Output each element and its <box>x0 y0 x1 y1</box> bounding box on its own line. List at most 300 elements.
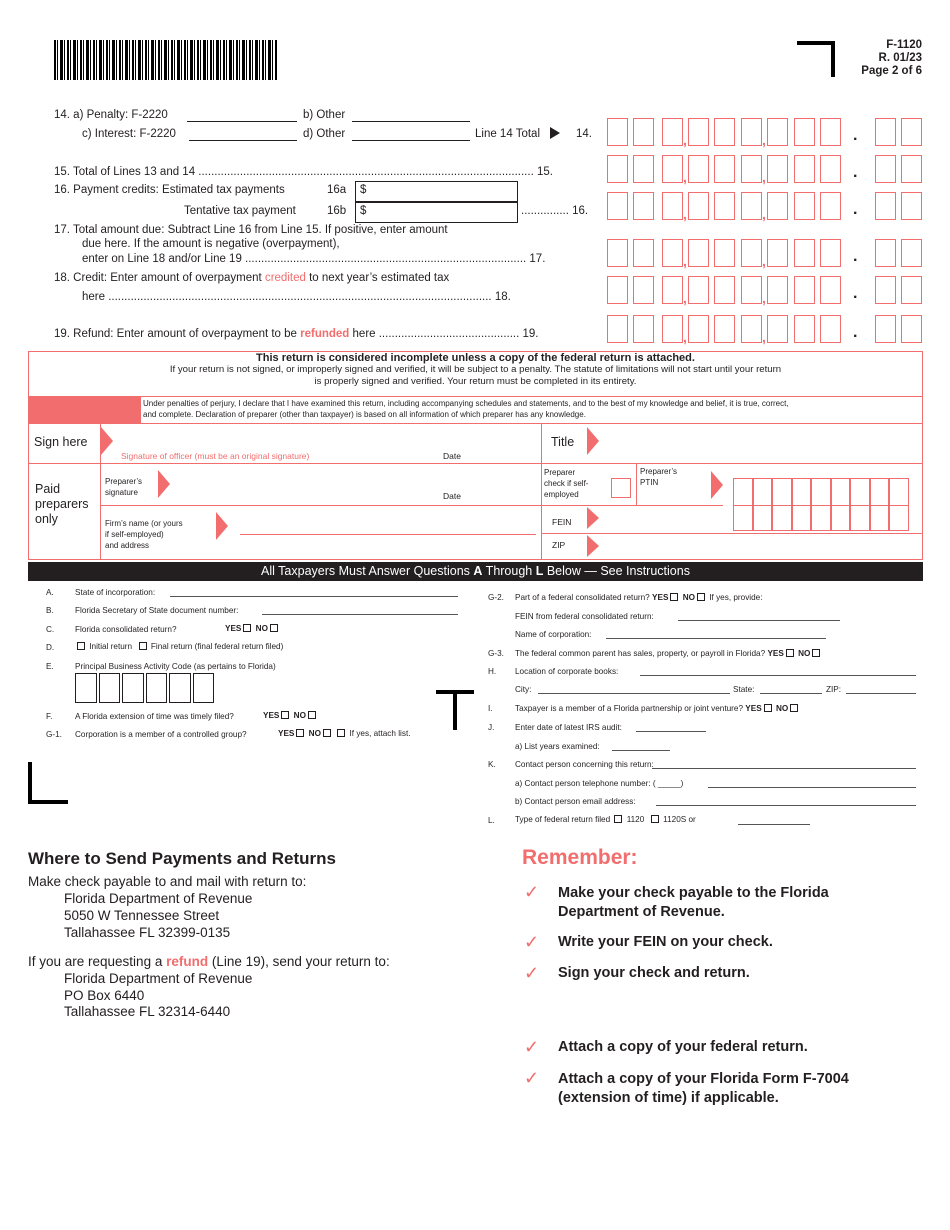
line-19-text-c: here ............................................ 19. <box>349 328 539 340</box>
prep-check-label-3: employed <box>544 490 579 499</box>
q-g2-question: Part of a federal consolidated return? <box>515 593 650 602</box>
page-number: Page 2 of 6 <box>861 65 922 77</box>
preparer-check-divider <box>541 463 542 560</box>
q-g3-letter: G-3. <box>488 649 504 658</box>
q-j-list-input[interactable] <box>612 750 670 751</box>
remember-heading: Remember: <box>522 846 638 869</box>
line-19-amount-digit[interactable] <box>767 315 788 343</box>
line-17-amount-digit[interactable] <box>820 239 841 267</box>
remember-item-5a: Attach a copy of your Florida Form F-7004 <box>558 1071 849 1087</box>
refund-address-line-3: Tallahassee FL 32314-6440 <box>64 1004 231 1019</box>
preparer-sig-arrow-icon <box>158 470 170 498</box>
line-14a-label: 14. a) Penalty: F-2220 <box>54 109 168 121</box>
decimal-point: . <box>853 285 858 302</box>
ptin-arrow-icon <box>711 471 723 499</box>
zip-divider <box>541 533 923 534</box>
line-18-amount-digit[interactable] <box>607 276 628 304</box>
q-i-letter: I. <box>488 704 493 713</box>
firm-address-input[interactable] <box>240 536 536 558</box>
q-f-options <box>263 711 318 720</box>
checkmark-icon: ✓ <box>524 932 540 952</box>
q-c-yes-checkbox[interactable] <box>243 624 251 632</box>
line-18-text-c: to next year’s estimated tax <box>305 272 450 284</box>
line-16-amount-digit[interactable] <box>901 192 922 220</box>
remember-item-1a: Make your check payable to the Florida <box>558 885 829 901</box>
dollar-sign: $ <box>360 205 367 217</box>
line-17-amount-digit[interactable] <box>688 239 709 267</box>
line-18-amount-digit[interactable] <box>875 276 896 304</box>
thousands-separator: , <box>683 206 687 222</box>
questions-banner <box>28 562 923 581</box>
line-14-amount-digit[interactable] <box>633 118 654 146</box>
self-employed-checkbox[interactable] <box>611 478 631 498</box>
thousands-separator: , <box>683 253 687 269</box>
q-b-input[interactable] <box>262 614 458 615</box>
q-g2-name-input[interactable] <box>606 638 826 639</box>
firm-label-3: and address <box>105 541 150 550</box>
sign-arrow-icon <box>101 427 113 455</box>
title-vertical-divider <box>541 423 542 463</box>
preparer-signature-input[interactable] <box>174 466 538 504</box>
q-c-no-checkbox[interactable] <box>270 624 278 632</box>
line-19-amount-digit[interactable] <box>820 315 841 343</box>
line-19-amount-digit[interactable] <box>607 315 628 343</box>
remember-item-3: Sign your check and return. <box>558 965 750 981</box>
thousands-separator: , <box>762 206 766 222</box>
yes-label: YES <box>652 593 669 602</box>
q-a-input[interactable] <box>170 596 458 597</box>
line-15-label: 15. Total of Lines 13 and 14 ......................................................................................................... 15. <box>54 166 553 178</box>
q-k-phone-label: a) Contact person telephone number: ( _____) <box>515 779 684 788</box>
line-18-amount-digit[interactable] <box>820 276 841 304</box>
yes-label: YES <box>767 649 784 658</box>
prep-check-label-2: check if self- <box>544 479 589 488</box>
title-input[interactable] <box>602 426 920 460</box>
q-g3-text <box>515 649 822 658</box>
activity-code-digit[interactable] <box>99 673 121 703</box>
q-c-text: Florida consolidated return? <box>75 625 177 634</box>
banner-letter-l: L <box>535 564 544 578</box>
q-f-no-checkbox[interactable] <box>308 711 316 719</box>
initial-return-checkbox[interactable] <box>77 642 85 650</box>
q-j-list-label: a) List years examined: <box>515 742 600 751</box>
decimal-point: . <box>853 324 858 341</box>
refund-text-c: (Line 19), send your return to: <box>208 954 390 969</box>
line-16-amount-digit[interactable] <box>633 192 654 220</box>
title-arrow-icon <box>587 427 599 455</box>
line-17-amount-digit[interactable] <box>662 239 683 267</box>
dollar-sign: $ <box>360 184 367 196</box>
line-15-amount-digit[interactable] <box>633 155 654 183</box>
line-14-amount-digit[interactable] <box>714 118 735 146</box>
line-18-amount-digit[interactable] <box>901 276 922 304</box>
firm-name-label <box>105 518 183 551</box>
checkmark-icon: ✓ <box>524 1068 540 1088</box>
form-id-block <box>861 39 922 78</box>
line-19-amount-digit[interactable] <box>688 315 709 343</box>
q-h-city-input[interactable] <box>538 693 730 694</box>
firm-name-input[interactable] <box>240 514 536 535</box>
corner-mark-bottom-left <box>28 762 68 804</box>
line-14-amount-digit[interactable] <box>820 118 841 146</box>
line-14-number: 14. <box>576 128 592 140</box>
line-15-amount-digit[interactable] <box>820 155 841 183</box>
fein-label: FEIN <box>552 517 572 527</box>
line-14-amount-digit[interactable] <box>662 118 683 146</box>
final-return-label: Final return (final federal return filed) <box>150 642 284 651</box>
activity-code-digit[interactable] <box>193 673 215 703</box>
line-19-amount-digit[interactable] <box>714 315 735 343</box>
line-18-label-1 <box>54 272 449 284</box>
q-k-email-input[interactable] <box>656 805 916 806</box>
q-e-letter: E. <box>46 662 54 671</box>
zip-label: ZIP <box>552 540 566 550</box>
q-l-letter: L. <box>488 816 495 825</box>
line-16-tentative-label: Tentative tax payment <box>184 205 296 217</box>
perjury-text <box>143 398 789 420</box>
payment-address-line-3: Tallahassee FL 32399-0135 <box>64 925 231 940</box>
line-14b-label: b) Other <box>303 109 346 121</box>
q-h-location-input[interactable] <box>640 675 916 676</box>
q-g3-yes-checkbox[interactable] <box>786 649 794 657</box>
q-i-yes-checkbox[interactable] <box>764 704 772 712</box>
no-label: NO <box>682 593 695 602</box>
line-16-amount-digit[interactable] <box>741 192 762 220</box>
q-b-text: Florida Secretary of State document number: <box>75 606 239 615</box>
final-return-checkbox[interactable] <box>139 642 147 650</box>
line-19-amount-digit[interactable] <box>662 315 683 343</box>
sign-here-label: Sign here <box>34 435 88 449</box>
line-17-amount-digit[interactable] <box>607 239 628 267</box>
decimal-point: . <box>853 164 858 181</box>
line-17-amount-digit[interactable] <box>633 239 654 267</box>
perjury-red-band <box>29 397 141 423</box>
banner-text-c: Below — See Instructions <box>543 564 690 578</box>
form-revision: R. 01/23 <box>878 52 922 64</box>
line-14-amount-digit[interactable] <box>741 118 762 146</box>
remember-item-4: Attach a copy of your federal return. <box>558 1039 808 1055</box>
barcode <box>54 40 278 80</box>
q-g2-fein-input[interactable] <box>678 620 840 621</box>
line-19-amount-digit[interactable] <box>741 315 762 343</box>
thousands-separator: , <box>762 169 766 185</box>
preparer-self-employed-label <box>544 467 588 500</box>
thousands-separator: , <box>683 290 687 306</box>
line-14-amount-digit[interactable] <box>875 118 896 146</box>
yes-label: YES <box>278 729 295 738</box>
q-h-city-label: City: <box>515 685 532 694</box>
q-i-question: Taxpayer is a member of a Florida partnership or joint venture? <box>515 704 743 713</box>
line-18-label-2: here ........................................................................................................................ 18. <box>82 291 511 303</box>
line-16-amount-digit[interactable] <box>875 192 896 220</box>
title-label: Title <box>551 435 575 449</box>
q-g2-yes-checkbox[interactable] <box>670 593 678 601</box>
no-label: NO <box>798 649 811 658</box>
line-16-amount-digit[interactable] <box>714 192 735 220</box>
ptin-divider <box>636 463 637 505</box>
paid-label-3: only <box>35 512 58 526</box>
checkmark-icon: ✓ <box>524 882 540 902</box>
line-19-amount-digit[interactable] <box>794 315 815 343</box>
refund-intro-text <box>28 954 390 969</box>
line-19-amount-digit[interactable] <box>901 315 922 343</box>
line-18-amount-digit[interactable] <box>794 276 815 304</box>
refund-address-line-2: PO Box 6440 <box>64 988 145 1003</box>
paid-label-2: preparers <box>35 497 89 511</box>
thousands-separator: , <box>762 290 766 306</box>
q-g2-fein-label: FEIN from federal consolidated return: <box>515 612 654 621</box>
q-g1-attach-text: If yes, attach list. <box>349 729 411 738</box>
no-label: NO <box>293 711 306 720</box>
payment-address-line-1: Florida Department of Revenue <box>64 891 253 906</box>
line-17-label-3: enter on Line 18 and/or Line 19 ........................................................................................ 17. <box>82 253 546 265</box>
paid-label-1: Paid <box>35 482 61 496</box>
preparer-date-caption: Date <box>443 491 461 501</box>
q-j-letter: J. <box>488 723 495 732</box>
payment-address-line-2: 5050 W Tennessee Street <box>64 908 220 923</box>
q-l-1120-label: 1120 <box>626 815 645 824</box>
q-h-text: Location of corporate books: <box>515 667 619 676</box>
line-18-amount-digit[interactable] <box>767 276 788 304</box>
line-14a-input[interactable] <box>187 121 297 122</box>
q-g3-no-checkbox[interactable] <box>812 649 820 657</box>
form-number: F-1120 <box>886 39 922 51</box>
refund-text-a: If you are requesting a <box>28 954 167 969</box>
line-19-text-a: 19. Refund: Enter amount of overpayment to be <box>54 328 301 340</box>
banner-text-b: Through <box>482 564 536 578</box>
q-j-text: Enter date of latest IRS audit: <box>515 723 622 732</box>
q-h-letter: H. <box>488 667 497 676</box>
line-16b-input[interactable] <box>355 202 518 223</box>
q-f-yes-checkbox[interactable] <box>281 711 289 719</box>
line-19-text-refunded: refunded <box>300 328 350 340</box>
corner-mark-top-right <box>797 41 835 77</box>
line-18-amount-digit[interactable] <box>741 276 762 304</box>
q-k-text: Contact person concerning this return: <box>515 760 654 769</box>
q-i-text <box>515 704 800 713</box>
q-a-letter: A. <box>46 588 54 597</box>
line-17-amount-digit[interactable] <box>714 239 735 267</box>
line-16-amount-digit[interactable] <box>607 192 628 220</box>
line-14b-input[interactable] <box>352 121 470 122</box>
firm-divider <box>100 505 541 506</box>
line-18-amount-digit[interactable] <box>633 276 654 304</box>
zip-arrow-icon <box>587 535 599 557</box>
fein-input[interactable] <box>602 508 920 530</box>
q-h-zip-input[interactable] <box>846 693 916 694</box>
line-17-amount-digit[interactable] <box>741 239 762 267</box>
q-g1-yes-checkbox[interactable] <box>296 729 304 737</box>
thousands-separator: , <box>762 329 766 345</box>
line-16-amount-digit[interactable] <box>767 192 788 220</box>
where-to-send-heading: Where to Send Payments and Returns <box>28 849 336 868</box>
line-14d-label: d) Other <box>303 128 346 140</box>
q-k-phone-input[interactable] <box>708 787 916 788</box>
line-17-amount-digit[interactable] <box>875 239 896 267</box>
decimal-point: . <box>853 248 858 265</box>
line-15-amount-digit[interactable] <box>688 155 709 183</box>
activity-code-digit[interactable] <box>75 673 97 703</box>
q-l-1120-checkbox[interactable] <box>614 815 622 823</box>
line-14-amount-digit[interactable] <box>901 118 922 146</box>
q-l-1120s-checkbox[interactable] <box>651 815 659 823</box>
prep-check-label-1: Preparer <box>544 468 576 477</box>
no-label: NO <box>255 624 268 633</box>
ptin-label-1: Preparer’s <box>640 467 678 476</box>
line-15-amount-digit[interactable] <box>714 155 735 183</box>
remember-item-1 <box>558 884 829 922</box>
line-18-text-credited: credited <box>264 272 306 284</box>
line-14-amount-digit[interactable] <box>607 118 628 146</box>
notice-line-2: is properly signed and verified. Your return must be completed in its entirety. <box>314 376 637 387</box>
center-t-mark-stem <box>453 690 457 730</box>
thousands-separator: , <box>683 132 687 148</box>
line-19-amount-digit[interactable] <box>875 315 896 343</box>
q-g2-text <box>515 593 763 602</box>
perjury-line-2: and complete. Declaration of preparer (other than taxpayer) is based on all information of which preparer has any knowledge. <box>143 410 586 419</box>
banner-text-a: All Taxpayers Must Answer Questions <box>261 564 474 578</box>
firm-label-2: if self-employed) <box>105 530 164 539</box>
q-c-options <box>225 624 280 633</box>
line-15-amount-digit[interactable] <box>607 155 628 183</box>
q-a-text: State of incorporation: <box>75 588 156 597</box>
ptin-cells-divider <box>733 505 908 506</box>
no-label: NO <box>308 729 321 738</box>
line-18-amount-digit[interactable] <box>688 276 709 304</box>
line-17-amount-digit[interactable] <box>901 239 922 267</box>
q-k-letter: K. <box>488 760 496 769</box>
initial-return-label: Initial return <box>89 642 133 651</box>
activity-code-digit[interactable] <box>146 673 168 703</box>
ptin-label-2: PTIN <box>640 478 659 487</box>
line-17-amount-digit[interactable] <box>767 239 788 267</box>
line-16a-input[interactable] <box>355 181 518 202</box>
q-k-contact-input[interactable] <box>652 768 916 769</box>
thousands-separator: , <box>762 132 766 148</box>
line-15-amount-digit[interactable] <box>875 155 896 183</box>
decimal-point: . <box>853 201 858 218</box>
q-i-no-checkbox[interactable] <box>790 704 798 712</box>
notice-block <box>28 352 923 388</box>
notice-divider <box>28 396 923 397</box>
officer-signature-caption: Signature of officer (must be an original signature) <box>121 451 310 461</box>
thousands-separator: , <box>683 329 687 345</box>
perjury-line-1: Under penalties of perjury, I declare that I have examined this return, including accompanying schedules and statements, and to the best of my knowledge and belief, it is true, correct, <box>143 399 789 408</box>
prep-sig-label-2: signature <box>105 488 138 497</box>
line-15-amount-digit[interactable] <box>662 155 683 183</box>
q-g1-options <box>278 729 411 738</box>
line-15-amount-digit[interactable] <box>767 155 788 183</box>
preparer-signature-label <box>105 476 142 498</box>
q-g2-no-checkbox[interactable] <box>697 593 705 601</box>
decimal-point: . <box>853 127 858 144</box>
banner-letter-a: A <box>473 564 483 578</box>
line-19-amount-digit[interactable] <box>633 315 654 343</box>
preparer-divider <box>28 463 923 464</box>
line-14c-label: c) Interest: F-2220 <box>82 128 176 140</box>
activity-code-digit[interactable] <box>122 673 144 703</box>
q-g3-question: The federal common parent has sales, property, or payroll in Florida? <box>515 649 766 658</box>
thousands-separator: , <box>762 253 766 269</box>
yes-label: YES <box>745 704 762 713</box>
q-g2-letter: G-2. <box>488 593 504 602</box>
q-g1-text: Corporation is a member of a controlled group? <box>75 730 247 739</box>
notice-line-1: If your return is not signed, or improperly signed and verified, it will be subject to a penalty. The statute of limitations will not start until your return <box>169 364 782 375</box>
q-g1-attach-checkbox[interactable] <box>337 729 345 737</box>
no-label: NO <box>775 704 789 713</box>
line-17-amount-digit[interactable] <box>794 239 815 267</box>
q-l-other-input[interactable] <box>738 824 810 825</box>
line-15-amount-digit[interactable] <box>901 155 922 183</box>
line-16-amount-digit[interactable] <box>688 192 709 220</box>
zip-input[interactable] <box>602 536 920 558</box>
sign-divider <box>28 423 923 424</box>
officer-date-caption: Date <box>443 451 461 461</box>
q-j-audit-input[interactable] <box>636 731 706 732</box>
line-14-amount-digit[interactable] <box>794 118 815 146</box>
remember-item-5b: (extension of time) if applicable. <box>558 1090 779 1106</box>
prep-sig-label-1: Preparer’s <box>105 477 143 486</box>
line-15-amount-digit[interactable] <box>794 155 815 183</box>
line-16-amount-digit[interactable] <box>820 192 841 220</box>
line-14-total-label: Line 14 Total <box>475 128 541 140</box>
q-d-letter: D. <box>46 643 55 652</box>
q-g1-letter: G-1. <box>46 730 62 739</box>
line-18-amount-digit[interactable] <box>714 276 735 304</box>
q-c-letter: C. <box>46 625 55 634</box>
line-14c-input[interactable] <box>189 140 297 141</box>
checkmark-icon: ✓ <box>524 1037 540 1057</box>
line-16-amount-digit[interactable] <box>794 192 815 220</box>
line-17-label-2: due here. If the amount is negative (overpayment), <box>82 238 340 250</box>
line-16a-label: 16a <box>327 184 347 196</box>
q-f-letter: F. <box>46 712 53 721</box>
q-h-zip-label: ZIP: <box>826 685 842 694</box>
line-16b-label: 16b <box>327 205 347 217</box>
q-l-text <box>515 815 696 824</box>
refund-text-b: refund <box>166 954 209 969</box>
remember-item-2: Write your FEIN on your check. <box>558 934 773 950</box>
remember-item-1b: Department of Revenue. <box>558 904 725 920</box>
q-h-state-input[interactable] <box>760 693 822 694</box>
line-16-label: 16. Payment credits: Estimated tax payments <box>54 184 285 196</box>
line-17-label-1: 17. Total amount due: Subtract Line 16 from Line 15. If positive, enter amount <box>54 224 448 236</box>
line-14d-input[interactable] <box>352 140 470 141</box>
refund-address-line-1: Florida Department of Revenue <box>64 971 253 986</box>
q-e-text: Principal Business Activity Code (as pertains to Florida) <box>75 662 276 671</box>
line-18-amount-digit[interactable] <box>662 276 683 304</box>
thousands-separator: , <box>683 169 687 185</box>
line-16-amount-digit[interactable] <box>662 192 683 220</box>
q-l-question: Type of federal return filed <box>515 815 611 824</box>
q-d-options <box>75 642 283 651</box>
q-k-email-label: b) Contact person email address: <box>515 797 636 806</box>
line-14-amount-digit[interactable] <box>688 118 709 146</box>
q-h-state-label: State: <box>733 685 755 694</box>
line-19-label <box>54 328 539 340</box>
line-18-text-a: 18. Credit: Enter amount of overpayment <box>54 272 265 284</box>
yes-label: YES <box>263 711 280 720</box>
line-15-amount-digit[interactable] <box>741 155 762 183</box>
checkmark-icon: ✓ <box>524 963 540 983</box>
check-payable-text: Make check payable to and mail with return to: <box>28 874 307 889</box>
fein-arrow-icon <box>587 507 599 529</box>
activity-code-digit[interactable] <box>169 673 191 703</box>
paid-preparers-label <box>35 482 89 527</box>
line-14-amount-digit[interactable] <box>767 118 788 146</box>
line-16-number: ............... 16. <box>521 205 589 217</box>
q-g1-no-checkbox[interactable] <box>323 729 331 737</box>
